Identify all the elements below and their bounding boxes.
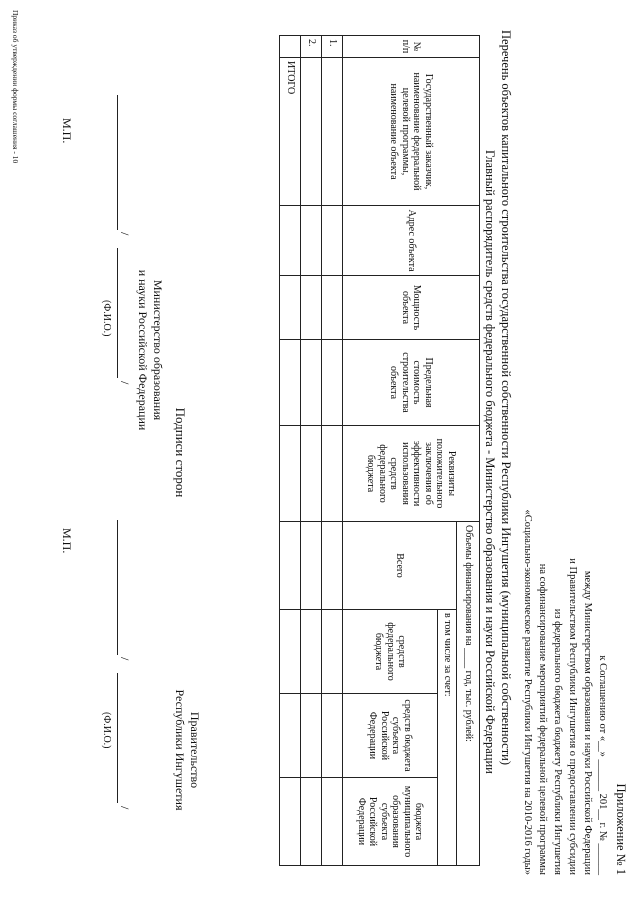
fio-caption: (Ф.И.О.) — [101, 712, 112, 749]
cell — [322, 58, 343, 206]
header-line: между Министерством образования и науки Российской Федерации — [582, 570, 593, 875]
stamp-place: М.П. — [60, 118, 74, 144]
cell — [322, 426, 343, 522]
cell — [322, 694, 343, 778]
signature-slash: / — [118, 232, 132, 236]
cell — [280, 778, 301, 866]
row-num: 1. — [322, 36, 343, 58]
party-ministry — [135, 235, 165, 465]
appendix-label: Приложение № 1 — [614, 783, 628, 875]
header-line: из федерального бюджета бюджету Республики Ингушетия — [552, 608, 563, 875]
cell — [301, 426, 322, 522]
cell — [301, 58, 322, 206]
cell — [322, 206, 343, 276]
cell — [301, 694, 322, 778]
cell — [322, 340, 343, 426]
cell — [322, 778, 343, 866]
header-line: на софинансирование мероприятий федеральной целевой программы — [537, 563, 548, 875]
header-federal: средств федерального бюджета — [343, 610, 438, 694]
cell — [301, 778, 322, 866]
header-municipal: бюджета муниципального образования субъекта Российской Федерации — [343, 778, 438, 866]
total-row — [280, 36, 301, 866]
party-name-line: Министерство образования — [151, 279, 165, 421]
cell — [280, 36, 301, 58]
party-name-line: и науки Российской Федерации — [136, 269, 150, 431]
party-name-line: Правительство — [188, 711, 202, 789]
agreement-header — [520, 355, 610, 875]
cell — [322, 276, 343, 340]
signature-slash: / — [118, 806, 132, 810]
cell — [301, 206, 322, 276]
header-financing: Объемы финансирования на ____ год, тыс. рублей: — [457, 522, 480, 866]
header-total: Всего — [343, 522, 457, 610]
objects-table — [279, 35, 480, 866]
cell — [280, 340, 301, 426]
cell — [322, 522, 343, 610]
header-subject: средств бюджета субъекта Российской Федерации — [343, 694, 438, 778]
header-requisites: Реквизиты положительного заключения об эффективности использования средств федерального бюджета — [343, 426, 480, 522]
signatures-title: Подписи сторон — [173, 407, 188, 498]
name-line[interactable] — [117, 673, 118, 803]
header-cost: Предельная стоимость строительства объекта — [343, 340, 480, 426]
header-address: Адрес объекта — [343, 206, 480, 276]
name-line[interactable] — [117, 248, 118, 378]
header-num: № п/п — [343, 36, 480, 58]
header-capacity: Мощность объекта — [343, 276, 480, 340]
document-title: Перечень объектов капитального строительства государственной собственности Республики Ингушетия (муниципальной собственности) — [499, 30, 513, 766]
header-customer: Государственный заказчик, наименование федеральной целевой программы, наименование объекта — [343, 58, 480, 206]
signature-line[interactable] — [117, 95, 118, 230]
table-row — [301, 36, 322, 866]
fio-caption: (Ф.И.О.) — [101, 300, 112, 337]
signature-line[interactable] — [117, 520, 118, 655]
document-subtitle: Главный распорядитель средств федерального бюджета - Министерство образования и науки Российской Федерации — [483, 150, 497, 774]
signature-slash: / — [118, 657, 132, 661]
cell — [322, 610, 343, 694]
cell — [301, 522, 322, 610]
stamp-place: М.П. — [60, 528, 74, 554]
total-label: ИТОГО — [280, 58, 301, 206]
header-line: «Социально-экономическое развитие Республики Ингушетия на 2010-2016 годы» — [522, 509, 533, 875]
header-line: к Соглашению от «__» ______ 201__ г. № ______ — [597, 655, 608, 875]
header-including: в том числе за счет: — [438, 610, 457, 866]
party-name-line: Республики Ингушетия — [173, 689, 187, 811]
cell — [301, 276, 322, 340]
cell — [280, 426, 301, 522]
footer-note: Приказ об утверждении формы соглашения - 10 — [11, 10, 20, 164]
row-num: 2. — [301, 36, 322, 58]
table-row — [322, 36, 343, 866]
cell — [280, 206, 301, 276]
cell — [280, 522, 301, 610]
header-line: и Правительством Республики Ингушетия о предоставлении субсидии — [567, 558, 578, 875]
signature-slash: / — [118, 381, 132, 385]
cell — [280, 610, 301, 694]
cell — [280, 694, 301, 778]
party-government — [172, 640, 202, 860]
cell — [280, 276, 301, 340]
cell — [301, 340, 322, 426]
cell — [301, 610, 322, 694]
